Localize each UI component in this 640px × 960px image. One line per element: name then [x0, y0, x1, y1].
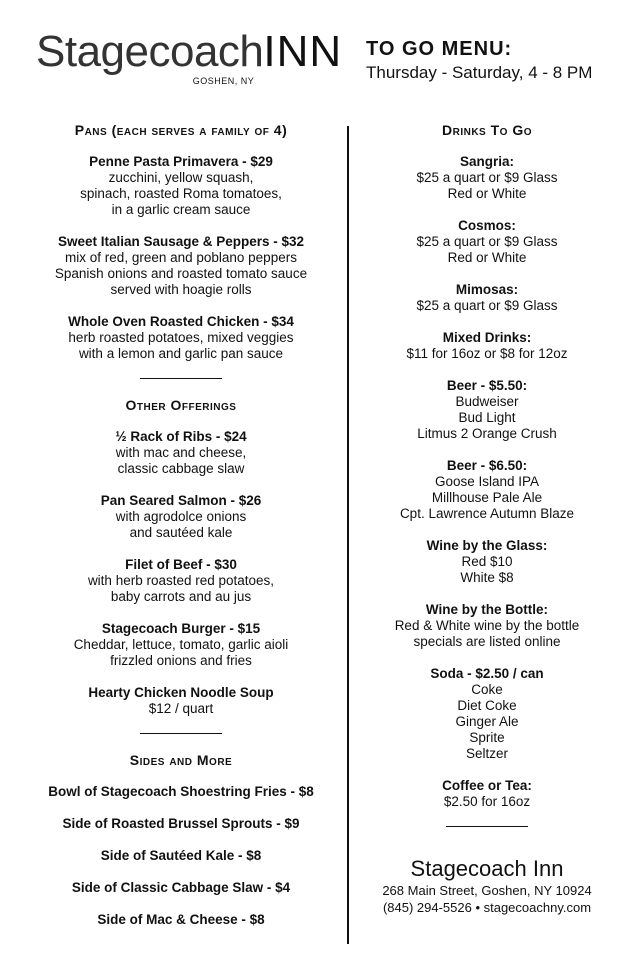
section-heading-sides: Sides and More [129, 752, 233, 768]
footer-contact: (845) 294-5526 • stagecoachny.com [382, 900, 592, 915]
drink-desc: $25 a quart or $9 Glass [416, 234, 558, 249]
side-item: Side of Mac & Cheese - $8 [97, 912, 265, 927]
section-rule [140, 378, 222, 379]
drink-desc: $2.50 for 16oz [443, 794, 531, 809]
item-name: Whole Oven Roasted Chicken - $34 [68, 314, 294, 329]
item-desc: with agrodolce onions [115, 509, 247, 524]
drink-item [352, 538, 622, 586]
item-name: Stagecoach Burger - $15 [101, 621, 261, 636]
drink-name: Beer - $6.50: [446, 458, 528, 473]
item-desc: classic cabbage slaw [117, 461, 245, 476]
drink-desc: $25 a quart or $9 Glass [416, 170, 558, 185]
item-desc: frizzled onions and fries [110, 653, 252, 668]
drink-desc: Red or White [447, 250, 527, 265]
item-desc: with a lemon and garlic pan sauce [78, 346, 284, 361]
drink-name: Wine by the Bottle: [425, 602, 549, 617]
drink-desc: Red or White [447, 186, 527, 201]
side-item: Side of Sautéed Kale - $8 [100, 848, 262, 863]
item-desc: mix of red, green and poblano peppers [65, 250, 297, 265]
drink-item [352, 378, 622, 442]
side-item: Side of Roasted Brussel Sprouts - $9 [62, 816, 300, 831]
drink-name: Mimosas: [455, 282, 519, 297]
section-heading-drinks: Drinks To Go [441, 122, 532, 138]
item-desc: Spanish onions and roasted tomato sauce [54, 266, 308, 281]
item-desc: served with hoagie rolls [110, 282, 252, 297]
logo-wordmark [36, 27, 343, 76]
drink-desc: Cpt. Lawrence Autumn Blaze [399, 506, 575, 521]
drink-desc: Litmus 2 Orange Crush [417, 426, 557, 441]
drink-desc: Sprite [469, 730, 505, 745]
drink-desc: specials are listed online [413, 634, 561, 649]
menu-item [20, 557, 342, 605]
drink-desc: $11 for 16oz or $8 for 12oz [406, 346, 568, 361]
drink-desc: Ginger Ale [455, 714, 519, 729]
drink-item [352, 602, 622, 650]
drink-name: Mixed Drinks: [442, 330, 532, 345]
menu-item [20, 154, 342, 218]
drink-item [352, 778, 622, 810]
item-desc: in a garlic cream sauce [111, 202, 251, 217]
section-heading-pans: Pans (each serves a family of 4) [74, 122, 288, 138]
drink-item [352, 218, 622, 266]
item-name: Pan Seared Salmon - $26 [100, 493, 262, 508]
drink-name: Sangria: [459, 154, 514, 169]
item-name: Filet of Beef - $30 [125, 557, 237, 572]
menu-item [20, 621, 342, 669]
restaurant-logo [36, 27, 343, 86]
drink-item [352, 458, 622, 522]
item-desc: zucchini, yellow squash, [108, 170, 254, 185]
item-desc: herb roasted potatoes, mixed veggies [68, 330, 294, 345]
side-item: Bowl of Stagecoach Shoestring Fries - $8 [48, 784, 314, 799]
menu-item [20, 314, 342, 362]
drink-name: Beer - $5.50: [446, 378, 528, 393]
drink-desc: Red $10 [461, 554, 513, 569]
menu-item [20, 685, 342, 717]
section-rule [446, 826, 528, 827]
drink-item [352, 330, 622, 362]
menu-title: TO GO MENU: [366, 38, 513, 60]
drink-desc: Diet Coke [457, 698, 517, 713]
drink-desc: White $8 [460, 570, 514, 585]
drink-desc: Budweiser [455, 394, 519, 409]
side-item: Side of Classic Cabbage Slaw - $4 [71, 880, 291, 895]
column-divider [347, 126, 349, 944]
drink-desc: Seltzer [465, 746, 509, 761]
drink-name: Soda - $2.50 / can [430, 666, 544, 681]
item-desc: and sautéed kale [129, 525, 233, 540]
menu-item [20, 493, 342, 541]
item-desc: spinach, roasted Roma tomatoes, [80, 186, 282, 201]
logo-location: GOSHEN, NY [192, 76, 255, 86]
drink-desc: Red & White wine by the bottle [394, 618, 580, 633]
drink-name: Coffee or Tea: [442, 778, 532, 793]
food-column [20, 122, 342, 928]
drink-name: Cosmos: [458, 218, 516, 233]
drink-item [352, 154, 622, 202]
menu-header [366, 38, 592, 83]
item-name: Hearty Chicken Noodle Soup [88, 685, 274, 700]
logo-bold-text: INN [263, 27, 343, 76]
footer-address: 268 Main Street, Goshen, NY 10924 [382, 883, 592, 898]
drink-desc: Goose Island IPA [434, 474, 540, 489]
logo-light-text: Stagecoach [36, 27, 264, 76]
restaurant-footer [352, 856, 622, 916]
drink-name: Wine by the Glass: [426, 538, 548, 553]
menu-item [20, 429, 342, 477]
drink-item [352, 282, 622, 314]
drink-desc: $25 a quart or $9 Glass [416, 298, 558, 313]
section-rule [140, 733, 222, 734]
item-desc: with mac and cheese, [115, 445, 247, 460]
item-name: ½ Rack of Ribs - $24 [115, 429, 247, 444]
menu-item [20, 234, 342, 298]
footer-restaurant-name: Stagecoach Inn [410, 856, 564, 881]
drink-desc: Bud Light [458, 410, 516, 425]
drink-desc: Coke [471, 682, 503, 697]
item-desc: with herb roasted red potatoes, [87, 573, 275, 588]
item-name: Penne Pasta Primavera - $29 [89, 154, 273, 169]
section-heading-other: Other Offerings [125, 397, 237, 413]
item-desc: $12 / quart [148, 701, 214, 716]
item-name: Sweet Italian Sausage & Peppers - $32 [57, 234, 305, 249]
item-desc: baby carrots and au jus [110, 589, 252, 604]
drink-desc: Millhouse Pale Ale [431, 490, 543, 505]
item-desc: Cheddar, lettuce, tomato, garlic aioli [73, 637, 289, 652]
menu-hours: Thursday - Saturday, 4 - 8 PM [366, 63, 593, 82]
drink-item [352, 666, 622, 762]
drinks-column [352, 122, 622, 827]
